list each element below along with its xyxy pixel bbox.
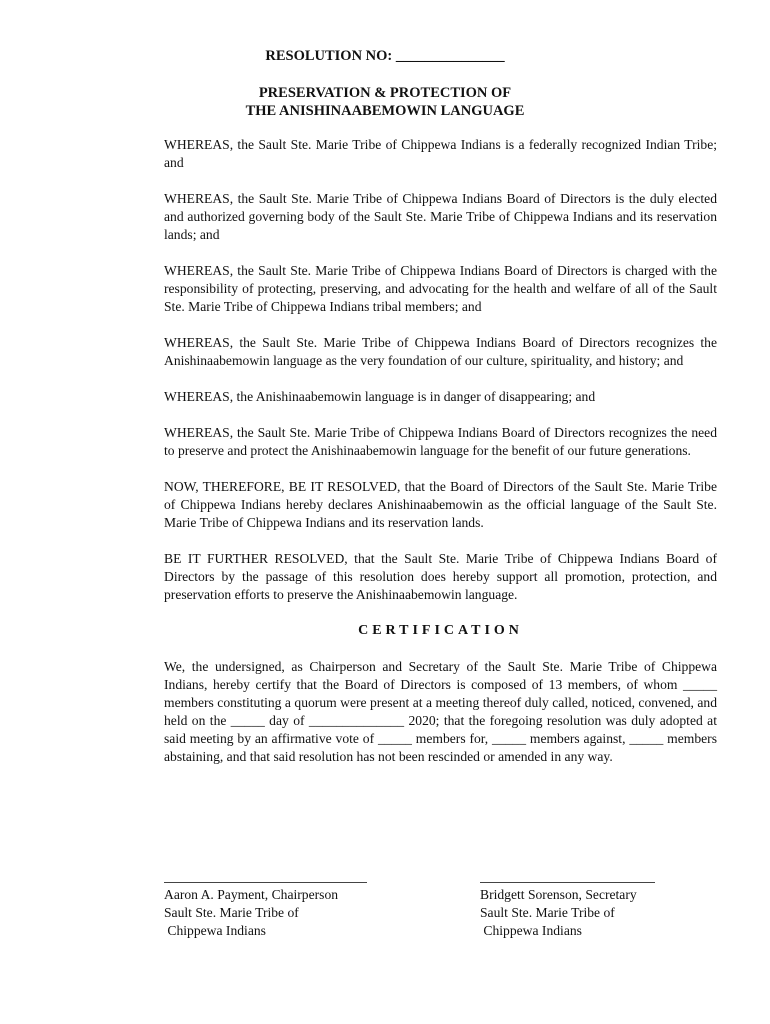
whereas-clause-5: WHEREAS, the Anishinaabemowin language is in danger of disappearing; and [164, 389, 596, 404]
signer-name: Aaron A. Payment, Chairperson [164, 887, 339, 902]
resolution-title [0, 84, 770, 120]
whereas-clause-2: WHEREAS, the Sault Ste. Marie Tribe of Chippewa Indians Board of Directors is the duly elected and authorized governing body of the Sault Ste. Marie Tribe of Chippewa Indians and its reservation lands; and [164, 191, 717, 242]
signer-org-line-2: Chippewa Indians [164, 923, 266, 938]
whereas-clause-4: WHEREAS, the Sault Ste. Marie Tribe of Chippewa Indians Board of Directors recognizes the Anishinaabemowin language as the very foundation of our culture, spirituality, and history; and [164, 335, 717, 368]
whereas-clause-3: WHEREAS, the Sault Ste. Marie Tribe of Chippewa Indians Board of Directors is charged with the responsibility of protecting, preserving, and advocating for the health and welfare of all of the Sault Ste. Marie Tribe of Chippewa Indians tribal members; and [164, 263, 717, 314]
signature-block-secretary [480, 882, 655, 940]
resolution-body [164, 136, 717, 784]
title-line-1: PRESERVATION & PROTECTION OF [258, 85, 512, 101]
certification-text: We, the undersigned, as Chairperson and Secretary of the Sault Ste. Marie Tribe of Chippewa Indians, hereby certify that the Board of Directors is composed of 13 members, of whom _____ members constituting a quorum were present at a meeting thereof duly called, noticed, convened, and held on the _____ day of ______________ 2020; that the foregoing resolution was duly adopted at said meeting by an affirmative vote of _____ members for, _____ members against, _____ members abstaining, and that said resolution has not been rescinded or amended in any way. [164, 659, 717, 764]
signature-line [164, 882, 367, 883]
whereas-clause-1: WHEREAS, the Sault Ste. Marie Tribe of Chippewa Indians is a federally recognized Indian Tribe; and [164, 137, 717, 170]
now-therefore-clause: NOW, THEREFORE, BE IT RESOLVED, that the Board of Directors of the Sault Ste. Marie Tribe of Chippewa Indians hereby declares Anishinaabemowin as the official language of the Sault Ste. Marie Tribe of Chippewa Indians and its reservation lands. [164, 479, 717, 530]
signer-name: Bridgett Sorenson, Secretary [480, 887, 637, 902]
further-resolved-clause: BE IT FURTHER RESOLVED, that the Sault Ste. Marie Tribe of Chippewa Indians Board of Directors by the passage of this resolution does hereby support all promotion, protection, and preservation efforts to preserve the Anishinaabemowin language. [164, 551, 717, 602]
signer-org-line-2: Chippewa Indians [480, 923, 582, 938]
signature-line [480, 882, 655, 883]
signer-org-line-1: Sault Ste. Marie Tribe of [480, 905, 615, 920]
signer-org-line-1: Sault Ste. Marie Tribe of [164, 905, 299, 920]
certification-heading: CERTIFICATION [358, 623, 523, 638]
title-line-2: THE ANISHINAABEMOWIN LANGUAGE [245, 103, 525, 119]
whereas-clause-6: WHEREAS, the Sault Ste. Marie Tribe of Chippewa Indians Board of Directors recognizes the need to preserve and protect the Anishinaabemowin language for the benefit of our future generations. [164, 425, 717, 458]
signature-block-chairperson [164, 882, 367, 940]
resolution-number: RESOLUTION NO: _______________ [265, 48, 505, 64]
